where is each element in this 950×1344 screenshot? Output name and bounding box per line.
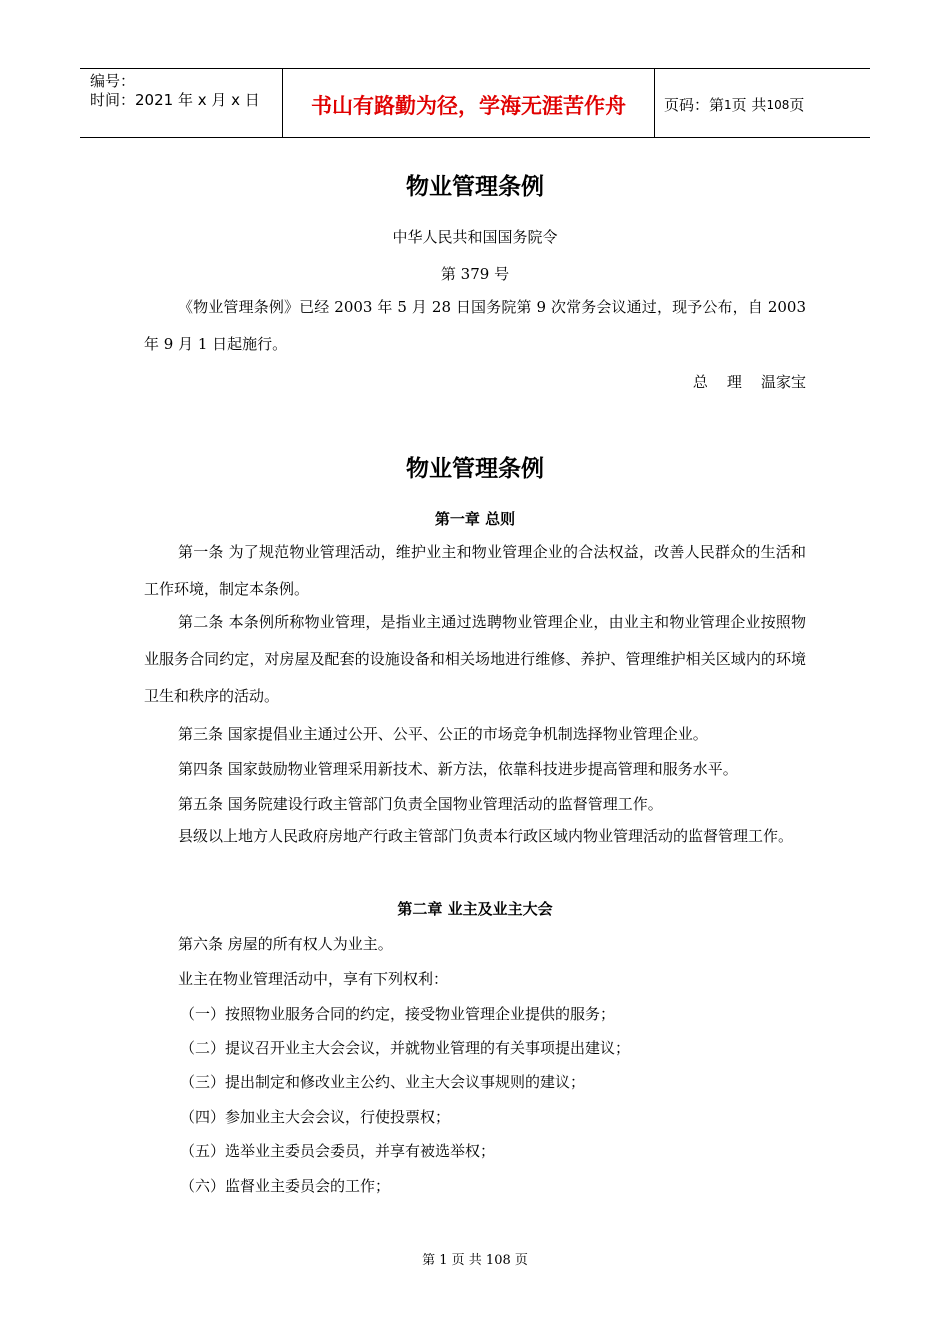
doc-title: 物业管理条例 [406,174,544,200]
list-item: （五）选举业主委员会委员，并享有被选举权； [180,1142,496,1160]
article-5: 第五条 国务院建设行政主管部门负责全国物业管理活动的监督管理工作。 [178,795,663,813]
list-item: （四）参加业主大会会议，行使投票权； [180,1108,451,1126]
article-1: 第一条 为了规范物业管理活动，维护业主和物业管理企业的合法权益，改善人民群众的生活和工作环境，制定本条例。 [144,543,806,598]
time-label: 时间：2021 年 x 月 x 日 [90,91,260,109]
list-item: （三）提出制定和修改业主公约、业主大会议事规则的建议； [180,1073,586,1091]
rights-intro: 业主在物业管理活动中，享有下列权利： [178,970,449,988]
page-footer: 第 1 页 共 108 页 [422,1253,528,1268]
page-info-middle: 页 共 [731,96,767,114]
serial-number-label: 编号： [90,72,136,90]
list-item: （二）提议召开业主大会会议，并就物业管理的有关事项提出建议； [180,1039,631,1057]
document-header [80,68,870,138]
chapter-1-heading: 第一章 总则 [434,510,516,528]
chapter-2-heading: 第二章 业主及业主大会 [397,900,553,918]
promulgation-text: 《物业管理条例》已经 2003 年 5 月 28 日国务院第 9 次常务会议通过，现予公布，自 2003 年 9 月 1 日起施行。 [144,298,806,353]
article-2: 第二条 本条例所称物业管理，是指业主通过选聘物业管理企业，由业主和物业管理企业按照物业服务合同约定，对房屋及配套的设施设备和相关场地进行维修、养护、管理维护相关区域内的环境卫生和秩序的活动。 [144,613,806,705]
motto: 书山有路勤为径，学海无涯苦作舟 [283,69,655,137]
article-4: 第四条 国家鼓励物业管理采用新技术、新方法，依靠科技进步提高管理和服务水平。 [178,760,738,778]
list-item: （六）监督业主委员会的工作； [180,1177,391,1195]
article-6: 第六条 房屋的所有权人为业主。 [178,935,393,953]
page-info-suffix: 页 [789,96,805,114]
signature: 总 理 温家宝 [692,373,806,391]
page-info [655,69,870,137]
article-3: 第三条 国家提倡业主通过公开、公平、公正的市场竞争机制选择物业管理企业。 [178,725,708,743]
page-info-prefix: 页码：第 [664,96,725,114]
page-current: 1 [724,97,732,112]
page-total: 108 [766,97,790,112]
doc-title-2: 物业管理条例 [406,456,544,482]
issuer: 中华人民共和国国务院令 [392,228,558,246]
list-item: （一）按照物业服务合同的约定，接受物业管理企业提供的服务； [180,1005,616,1023]
article-5-paragraph-2: 县级以上地方人民政府房地产行政主管部门负责本行政区域内物业管理活动的监督管理工作。 [178,827,794,845]
header-meta-cell [80,69,283,137]
order-number: 第 379 号 [440,265,510,283]
